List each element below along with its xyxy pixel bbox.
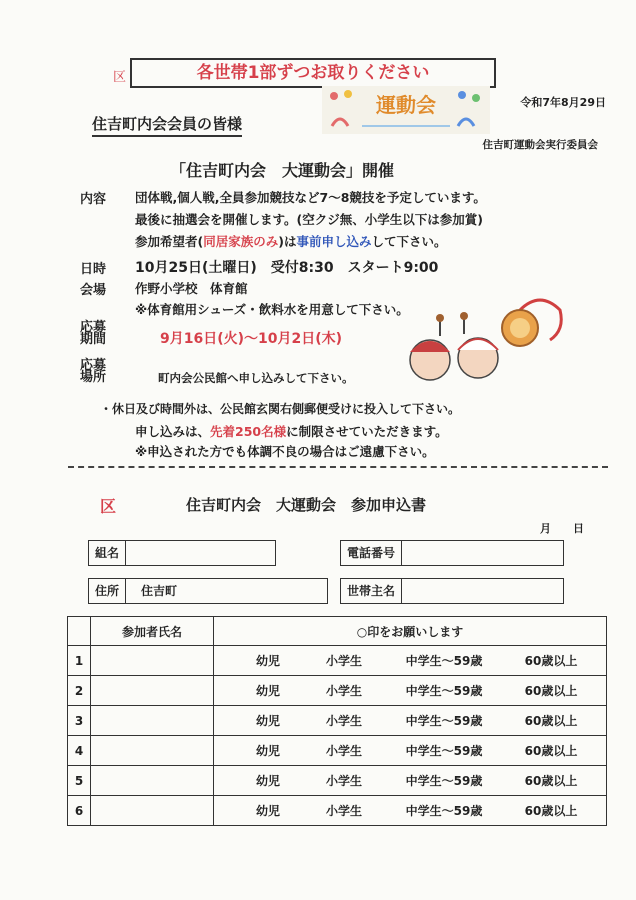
content-line-1: 団体戦,個人戦,全員参加競技など7～8競技を予定しています。	[135, 190, 486, 205]
age-option[interactable]: 60歳以上	[524, 804, 578, 818]
age-option[interactable]: 60歳以上	[524, 774, 578, 788]
address-field[interactable]	[88, 578, 328, 604]
content-label: 内容	[80, 192, 107, 207]
greeting-heading: 住吉町内会会員の皆様	[92, 113, 242, 137]
participant-name-header: 参加者氏名	[91, 617, 214, 646]
participant-name-cell[interactable]	[91, 736, 214, 766]
table-row	[68, 646, 607, 676]
ward-label: 区	[113, 70, 127, 85]
distribution-notice: 各世帯1部ずつお取りください	[130, 58, 496, 88]
form-date-fields[interactable]: 月 日	[540, 522, 584, 535]
age-option[interactable]: 幼児	[255, 744, 280, 758]
capacity-note	[135, 422, 448, 440]
content-text: して下さい。	[371, 234, 447, 249]
participant-name-cell[interactable]	[91, 796, 214, 826]
age-options-cell	[214, 646, 607, 676]
event-datetime: 10月25日(土曜日) 受付8:30 スタート9:00	[135, 260, 439, 276]
age-options-cell	[214, 796, 607, 826]
label-line: 応募	[80, 358, 107, 373]
content-line-2: 最後に抽選会を開催します。(空クジ無、小学生以下は参加賞)	[135, 212, 483, 227]
household-head-label: 世帯主名	[341, 579, 402, 603]
age-option[interactable]: 幼児	[255, 774, 280, 788]
age-options-cell	[214, 736, 607, 766]
application-place-label	[80, 360, 106, 384]
event-title: 「住吉町内会 大運動会」開催	[170, 161, 395, 180]
age-option[interactable]: 幼児	[255, 804, 280, 818]
table-row	[68, 676, 607, 706]
table-header-row	[68, 617, 607, 646]
datetime-label: 日時	[80, 262, 107, 277]
row-number: 3	[68, 706, 91, 736]
row-number: 6	[68, 796, 91, 826]
svg-text:運動会: 運動会	[376, 93, 436, 117]
venue-note: ※体育館用シューズ・飲料水を用意して下さい。	[135, 302, 409, 317]
after-hours-note: ・休日及び時間外は、公民館玄関右側郵便受けに投入して下さい。	[100, 402, 461, 416]
age-options-cell	[214, 706, 607, 736]
age-option[interactable]: 中学生～59歳	[405, 744, 483, 758]
table-row	[68, 766, 607, 796]
age-option[interactable]: 幼児	[255, 714, 280, 728]
age-options-cell	[214, 676, 607, 706]
application-period-label	[80, 322, 106, 346]
age-option[interactable]: 小学生	[325, 744, 362, 758]
participant-name-cell[interactable]	[91, 706, 214, 736]
table-row	[68, 736, 607, 766]
options-header: ○印をお願いします	[214, 617, 607, 646]
table-row	[68, 706, 607, 736]
age-option[interactable]: 60歳以上	[524, 654, 578, 668]
application-place: 町内会公民館へ申し込みして下さい。	[158, 371, 354, 385]
form-ward-label: 区	[100, 497, 117, 516]
organizer-name: 住吉町運動会実行委員会	[482, 139, 598, 151]
note-text: 申し込みは、	[135, 424, 211, 439]
sports-day-logo	[322, 86, 490, 134]
group-name-field[interactable]	[88, 540, 276, 566]
age-option[interactable]: 60歳以上	[524, 714, 578, 728]
row-number: 5	[68, 766, 91, 796]
content-text: )は	[278, 234, 297, 249]
phone-label: 電話番号	[341, 541, 402, 565]
age-option[interactable]: 幼児	[255, 684, 280, 698]
row-number: 4	[68, 736, 91, 766]
application-period: 9月16日(火)～10月2日(木)	[160, 331, 343, 347]
participant-table	[67, 616, 607, 826]
health-note: ※申込された方でも体調不良の場合はご遠慮下さい。	[135, 444, 435, 459]
household-head-field[interactable]	[340, 578, 564, 604]
label-line: 場所	[80, 370, 107, 385]
row-number: 2	[68, 676, 91, 706]
venue-name: 作野小学校 体育館	[135, 281, 248, 296]
age-option[interactable]: 中学生～59歳	[405, 684, 483, 698]
participant-name-cell[interactable]	[91, 676, 214, 706]
content-line-3	[135, 232, 446, 250]
label-line: 期間	[80, 332, 107, 347]
group-name-label: 組名	[89, 541, 126, 565]
age-options-cell	[214, 766, 607, 796]
age-option[interactable]: 小学生	[325, 654, 362, 668]
age-option[interactable]: 60歳以上	[524, 744, 578, 758]
content-text: 参加希望者(	[135, 234, 204, 249]
venue-label: 会場	[80, 283, 107, 298]
address-value: 住吉町	[141, 584, 178, 598]
form-title: 住吉町内会 大運動会 参加申込書	[186, 496, 427, 514]
participant-name-cell[interactable]	[91, 646, 214, 676]
issue-date: 令和7年8月29日	[520, 96, 606, 109]
row-number: 1	[68, 646, 91, 676]
cut-line	[68, 466, 608, 468]
phone-field[interactable]	[340, 540, 564, 566]
age-option[interactable]: 中学生～59歳	[405, 714, 483, 728]
flag-decor-icon	[330, 92, 338, 100]
age-option[interactable]: 小学生	[325, 714, 362, 728]
age-option[interactable]: 小学生	[325, 804, 362, 818]
age-option[interactable]: 中学生～59歳	[405, 774, 483, 788]
age-option[interactable]: 小学生	[325, 684, 362, 698]
table-row	[68, 796, 607, 826]
age-option[interactable]: 60歳以上	[524, 684, 578, 698]
age-option[interactable]: 中学生～59歳	[405, 654, 483, 668]
age-option[interactable]: 小学生	[325, 774, 362, 788]
cheering-kids-illustration	[400, 290, 570, 400]
pre-registration-text: 事前申し込み	[296, 234, 372, 249]
address-label: 住所	[89, 579, 126, 603]
age-option[interactable]: 中学生～59歳	[405, 804, 483, 818]
participant-name-cell[interactable]	[91, 766, 214, 796]
label-line: 応募	[80, 320, 107, 335]
note-text: に制限させていただきます。	[286, 424, 448, 439]
family-only-text: 同居家族のみ	[203, 234, 279, 249]
capacity-limit-text: 先着250名様	[210, 424, 287, 439]
age-option[interactable]: 幼児	[255, 654, 280, 668]
row-number-header	[68, 617, 91, 646]
